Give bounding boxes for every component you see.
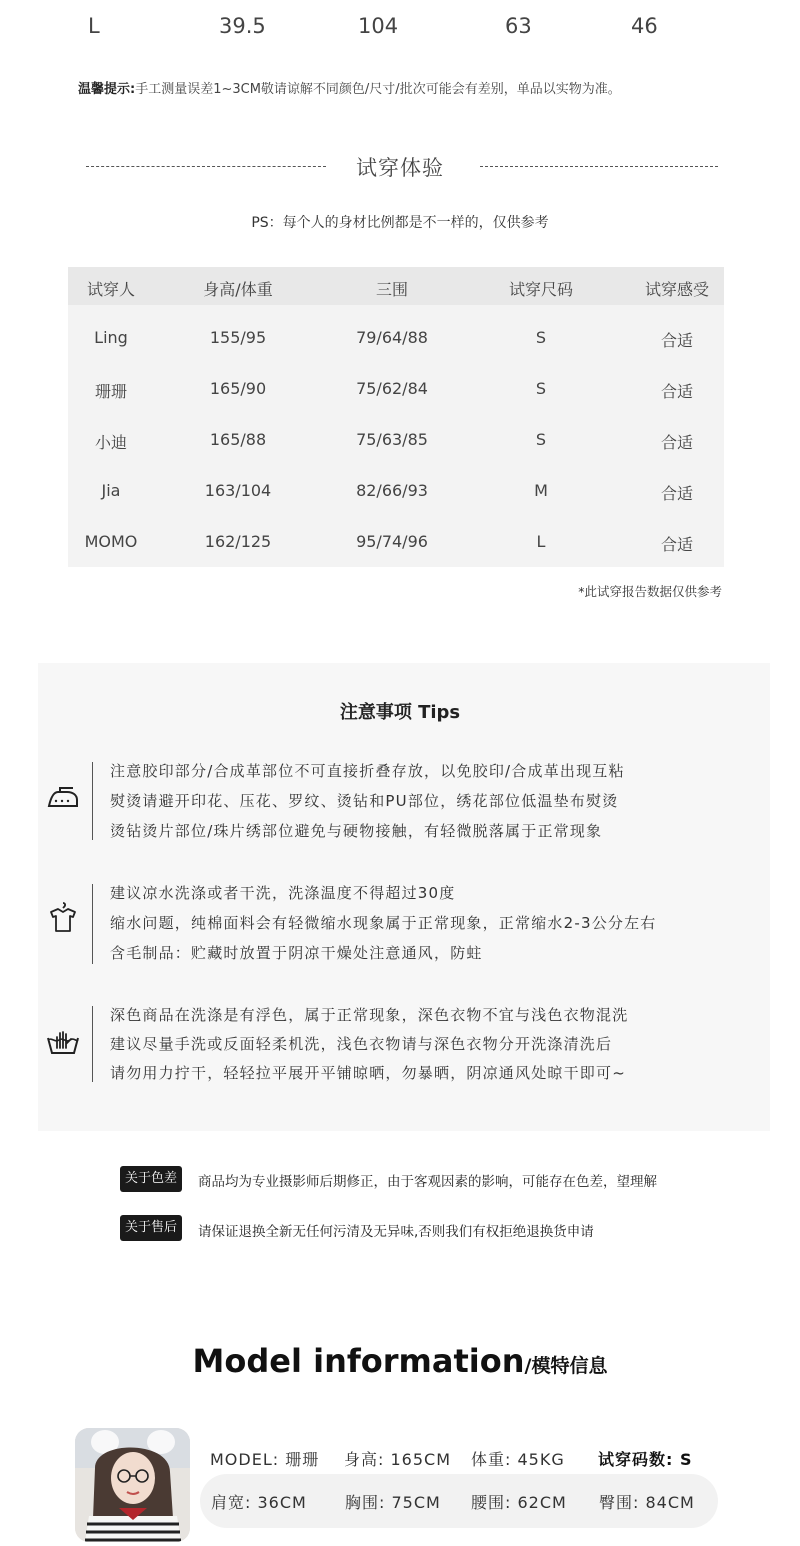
tip-line: 缩水问题，纯棉面料会有轻微缩水现象属于正常现象，正常缩水2-3公分左右 [110,914,657,932]
table-header-fit-size: 试穿尺码 [508,280,573,299]
tip-line: 含毛制品：贮藏时放置于阴凉干燥处注意通风，防蛀 [110,944,483,962]
size-value-3: 63 [505,14,532,38]
model-hip: 臀围: 84CM [599,1493,695,1512]
table-cell-tester-name: Ling [94,328,128,347]
table-cell-height-weight: 165/88 [209,430,267,449]
table-cell-fit-feeling: 合适 [660,484,693,503]
model-title-en: Model information [192,1342,525,1380]
table-cell-measurements: 75/62/84 [356,379,428,398]
model-chest: 胸围: 75CM [345,1493,441,1512]
size-value-4: 46 [631,14,658,38]
table-cell-fit-size: M [534,481,548,500]
table-cell-measurements: 79/64/88 [356,328,428,347]
model-name: MODEL: 珊珊 [210,1450,320,1469]
table-header-height-weight: 身高/体重 [203,280,273,299]
size-value-1: 39.5 [219,14,266,38]
after-sales-badge: 关于售后 [120,1215,182,1241]
tips-title: 注意事项 Tips [339,702,461,723]
table-cell-fit-feeling: 合适 [660,331,693,350]
tip-divider-2 [92,884,93,964]
hand-wash-icon [46,1024,80,1058]
table-header-fit-feeling: 试穿感受 [644,280,709,299]
hanger-shirt-icon [46,900,80,934]
table-header-measurements: 三围 [375,280,408,299]
tip-line: 熨烫请避开印花、压花、罗纹、烫钻和PU部位，绣花部位低温垫布熨烫 [110,792,619,810]
table-cell-height-weight: 155/95 [209,328,267,347]
model-fit-size: 试穿码数: S [598,1450,693,1469]
table-cell-measurements: 82/66/93 [356,481,428,500]
fitting-footnote: *此试穿报告数据仅供参考 [578,584,722,599]
table-cell-measurements: 75/63/85 [356,430,428,449]
model-info-title [0,1342,800,1380]
after-sales-text: 请保证退换全新无任何污清及无异味,否则我们有权拒绝退换货申请 [198,1224,594,1240]
table-cell-measurements: 95/74/96 [356,532,428,551]
fitting-table [68,267,724,567]
table-cell-fit-size: S [535,328,547,347]
size-value-2: 104 [358,14,399,38]
note-label: 温馨提示: [78,82,136,97]
table-cell-tester-name: Jia [101,481,121,500]
tip-divider-1 [92,762,93,840]
table-cell-tester-name: 小迪 [94,433,127,452]
table-cell-height-weight: 165/90 [209,379,267,398]
tip-line: 建议凉水洗涤或者干洗，洗涤温度不得超过30度 [110,884,456,902]
color-diff-badge: 关于色差 [120,1166,182,1192]
tip-line: 请勿用力拧干，轻轻拉平展开平铺晾晒，勿暴晒，阴凉通风处晾干即可~ [110,1064,626,1082]
table-cell-fit-size: S [535,430,547,449]
fitting-ps: PS：每个人的身材比例都是不一样的，仅供参考 [251,215,549,231]
fitting-title: 试穿体验 [356,156,444,180]
color-diff-text: 商品均为专业摄影师后期修正，由于客观因素的影响，可能存在色差，望理解 [198,1174,657,1190]
measurement-note [78,78,621,97]
iron-icon [46,780,80,814]
tip-line: 注意胶印部分/合成革部位不可直接折叠存放，以免胶印/合成革出现互粘 [110,762,625,780]
model-waist: 腰围: 62CM [471,1493,567,1512]
table-cell-height-weight: 163/104 [204,481,272,500]
tip-line: 烫钻烫片部位/珠片绣部位避免与硬物接触，有轻微脱落属于正常现象 [110,822,603,840]
table-cell-tester-name: 珊珊 [94,382,127,401]
note-text: 手工测量误差1~3CM敬请谅解不同颜色/尺寸/批次可能会有差别，单品以实物为准。 [135,82,621,97]
table-cell-fit-size: S [535,379,547,398]
table-header-tester-name: 试穿人 [86,280,135,299]
model-title-cn: /模特信息 [524,1355,608,1377]
table-cell-fit-feeling: 合适 [660,382,693,401]
table-cell-height-weight: 162/125 [204,532,272,551]
size-label: L [88,14,100,38]
model-avatar [75,1428,190,1542]
tip-line: 建议尽量手洗或反面轻柔机洗，浅色衣物请与深色衣物分开洗涤清洗后 [110,1035,613,1053]
table-cell-tester-name: MOMO [84,532,138,551]
table-cell-fit-size: L [536,532,546,551]
model-height: 身高: 165CM [344,1450,451,1469]
table-cell-fit-feeling: 合适 [660,535,693,554]
tip-line: 深色商品在洗涤是有浮色，属于正常现象，深色衣物不宜与浅色衣物混洗 [110,1006,629,1024]
table-cell-fit-feeling: 合适 [660,433,693,452]
model-weight: 体重: 45KG [471,1450,565,1469]
tip-divider-3 [92,1006,93,1082]
model-shoulder: 肩宽: 36CM [211,1493,307,1512]
